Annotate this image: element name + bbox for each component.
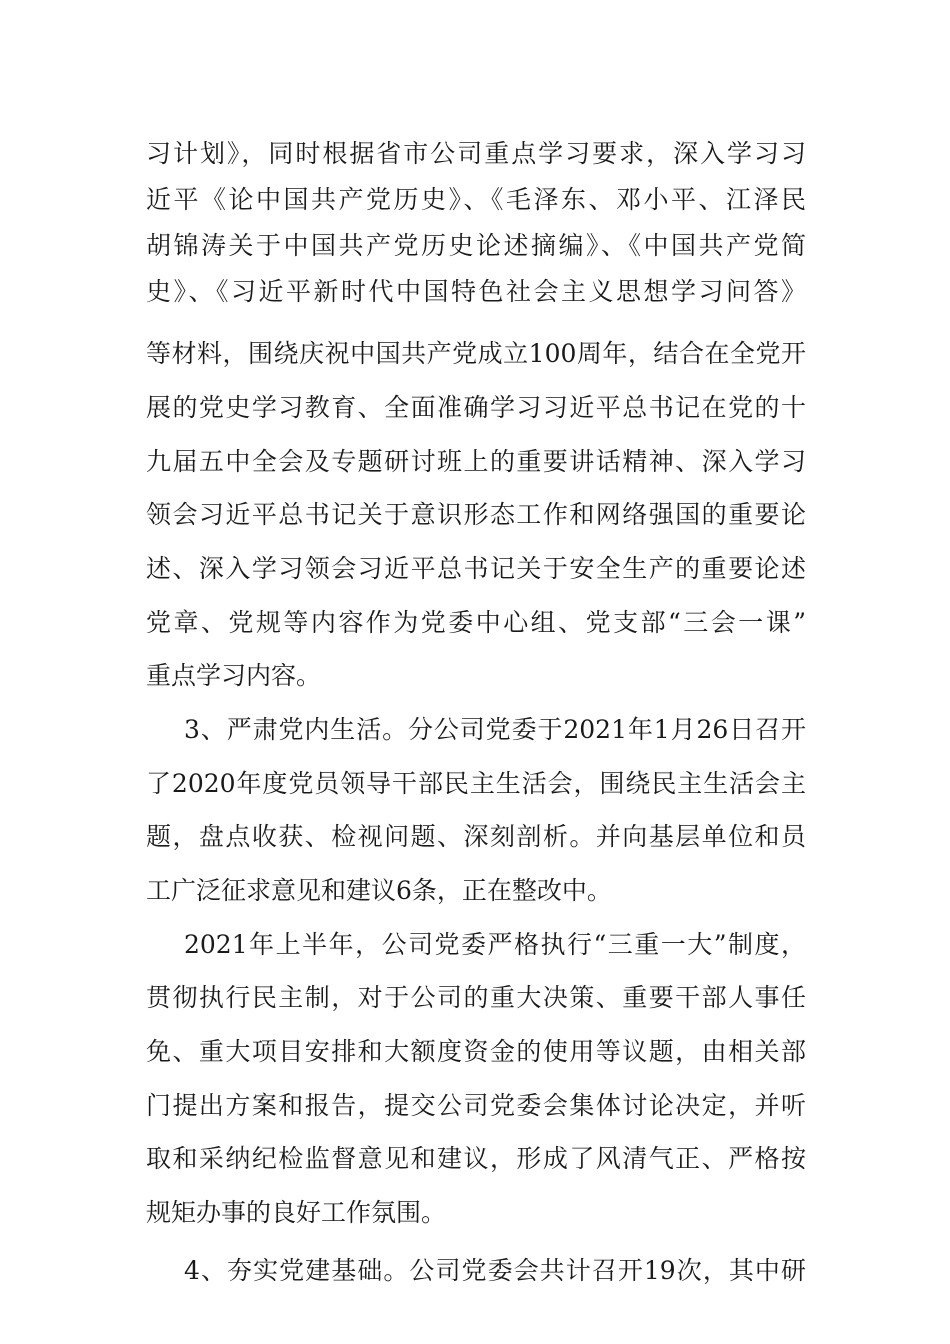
text-line: 工广泛征求意见和建议6条，正在整改中。: [146, 876, 612, 905]
text-line: 2021年上半年，公司党委严格执行“三重一大”制度，: [184, 930, 806, 959]
text-line: 近平《论中国共产党历史》、《毛泽东、邓小平、江泽民: [146, 185, 806, 214]
text-line: 胡锦涛关于中国共产党历史论述摘编》、《中国共产党简: [146, 231, 806, 260]
text-line: 领会习近平总书记关于意识形态工作和网络强国的重要论: [146, 500, 806, 529]
text-line: 述、深入学习领会习近平总书记关于安全生产的重要论述: [146, 554, 806, 583]
text-line: 题，盘点收获、检视问题、深刻剖析。并向基层单位和员: [146, 822, 806, 851]
text-line: 等材料，围绕庆祝中国共产党成立100周年，结合在全党开: [146, 339, 806, 368]
text-line: 史》、《习近平新时代中国特色社会主义思想学习问答》: [146, 277, 806, 306]
text-line: 贯彻执行民主制，对于公司的重大决策、重要干部人事任: [146, 983, 806, 1012]
text-line: 了2020年度党员领导干部民主生活会，围绕民主生活会主: [146, 769, 806, 798]
text-line: 党章、党规等内容作为党委中心组、党支部“三会一课”: [146, 608, 806, 637]
text-line: 展的党史学习教育、全面准确学习习近平总书记在党的十: [146, 393, 806, 422]
text-line: 重点学习内容。: [146, 661, 322, 690]
text-line: 4、夯实党建基础。公司党委会共计召开19次，其中研: [184, 1256, 806, 1285]
text-line: 习计划》，同时根据省市公司重点学习要求，深入学习习: [146, 139, 806, 168]
text-line: 3、严肃党内生活。分公司党委于2021年1月26日召开: [184, 715, 806, 744]
text-line: 九届五中全会及专题研讨班上的重要讲话精神、深入学习: [146, 447, 806, 476]
text-line: 免、重大项目安排和大额度资金的使用等议题，由相关部: [146, 1037, 806, 1066]
text-line: 门提出方案和报告，提交公司党委会集体讨论决定，并听: [146, 1091, 806, 1120]
text-line: 取和采纳纪检监督意见和建议，形成了风清气正、严格按: [146, 1144, 806, 1173]
text-line: 规矩办事的良好工作氛围。: [146, 1198, 447, 1227]
